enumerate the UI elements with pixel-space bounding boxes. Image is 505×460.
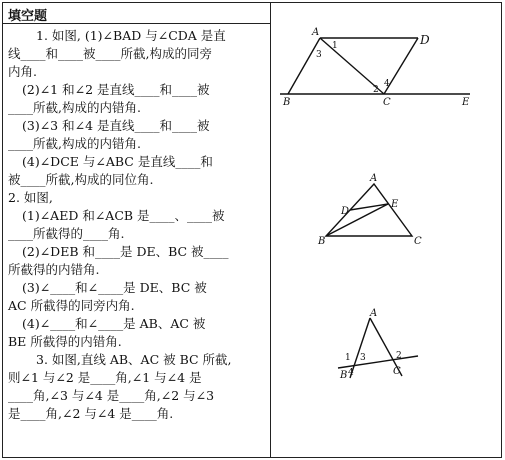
text-line: ____所截得的____角. [8,226,125,241]
label-C: C [383,97,391,108]
text-line: 线____和____被____所截,构成的同旁 [8,46,212,61]
angle-1-label: 1 [332,41,338,51]
label-E: E [462,97,470,108]
text-line: 3. 如图,直线 AB、AC 被 BC 所截, [36,352,232,367]
text-line: (4)∠____和∠____是 AB、AC 被 [22,316,206,331]
label-A: A [370,173,378,184]
label-C: C [393,366,401,377]
label-D: D [341,206,350,217]
text-line: (2)∠DEB 和____是 DE、BC 被____ [22,244,229,259]
angle-2-label: 2 [396,351,402,361]
text-line: (3)∠____和∠____是 DE、BC 被 [22,280,207,295]
label-B: B [283,97,291,108]
text-line: ____角,∠3 与∠4 是____角,∠2 与∠3 [8,388,215,403]
angle-1-label: 1 [345,353,351,363]
label-B: B [318,236,326,247]
text-line: 被____所截,构成的同位角. [8,172,154,187]
label-A: A [370,308,378,319]
text-line: BE 所截得的内错角. [8,334,122,349]
text-line: 内角. [8,64,37,79]
text-line: (4)∠DCE 与∠ABC 是直线____和 [22,154,213,169]
label-E: E [391,199,399,210]
angle-3-label: 3 [360,353,366,363]
angle-4-label: 4 [348,368,354,378]
text-line: (2)∠1 和∠2 是直线____和____被 [22,82,210,97]
text-line: AC 所截得的同旁内角. [8,298,135,313]
label-D: D [420,33,430,47]
text-line: ____所截,构成的内错角. [8,100,141,115]
text-line: ____所截,构成的内错角. [8,136,141,151]
text-line: 则∠1 与∠2 是____角,∠1 与∠4 是 [8,370,202,385]
section-title: 填空题 [8,9,48,24]
text-line: 是____角,∠2 与∠4 是____角. [8,406,174,421]
text-line: 所截得的内错角. [8,262,100,277]
label-B: B [340,370,348,381]
angle-2-label: 2 [373,85,379,95]
angle-3-label: 3 [316,50,322,60]
angle-4-label: 4 [384,79,390,89]
label-C: C [414,236,422,247]
label-A: A [312,27,320,38]
text-line: (3)∠3 和∠4 是直线____和____被 [22,118,210,133]
text-line: 2. 如图, [8,190,53,205]
text-line: (1)∠AED 和∠ACB 是____、____被 [22,208,225,223]
text-line: 1. 如图, (1)∠BAD 与∠CDA 是直 [36,28,226,43]
